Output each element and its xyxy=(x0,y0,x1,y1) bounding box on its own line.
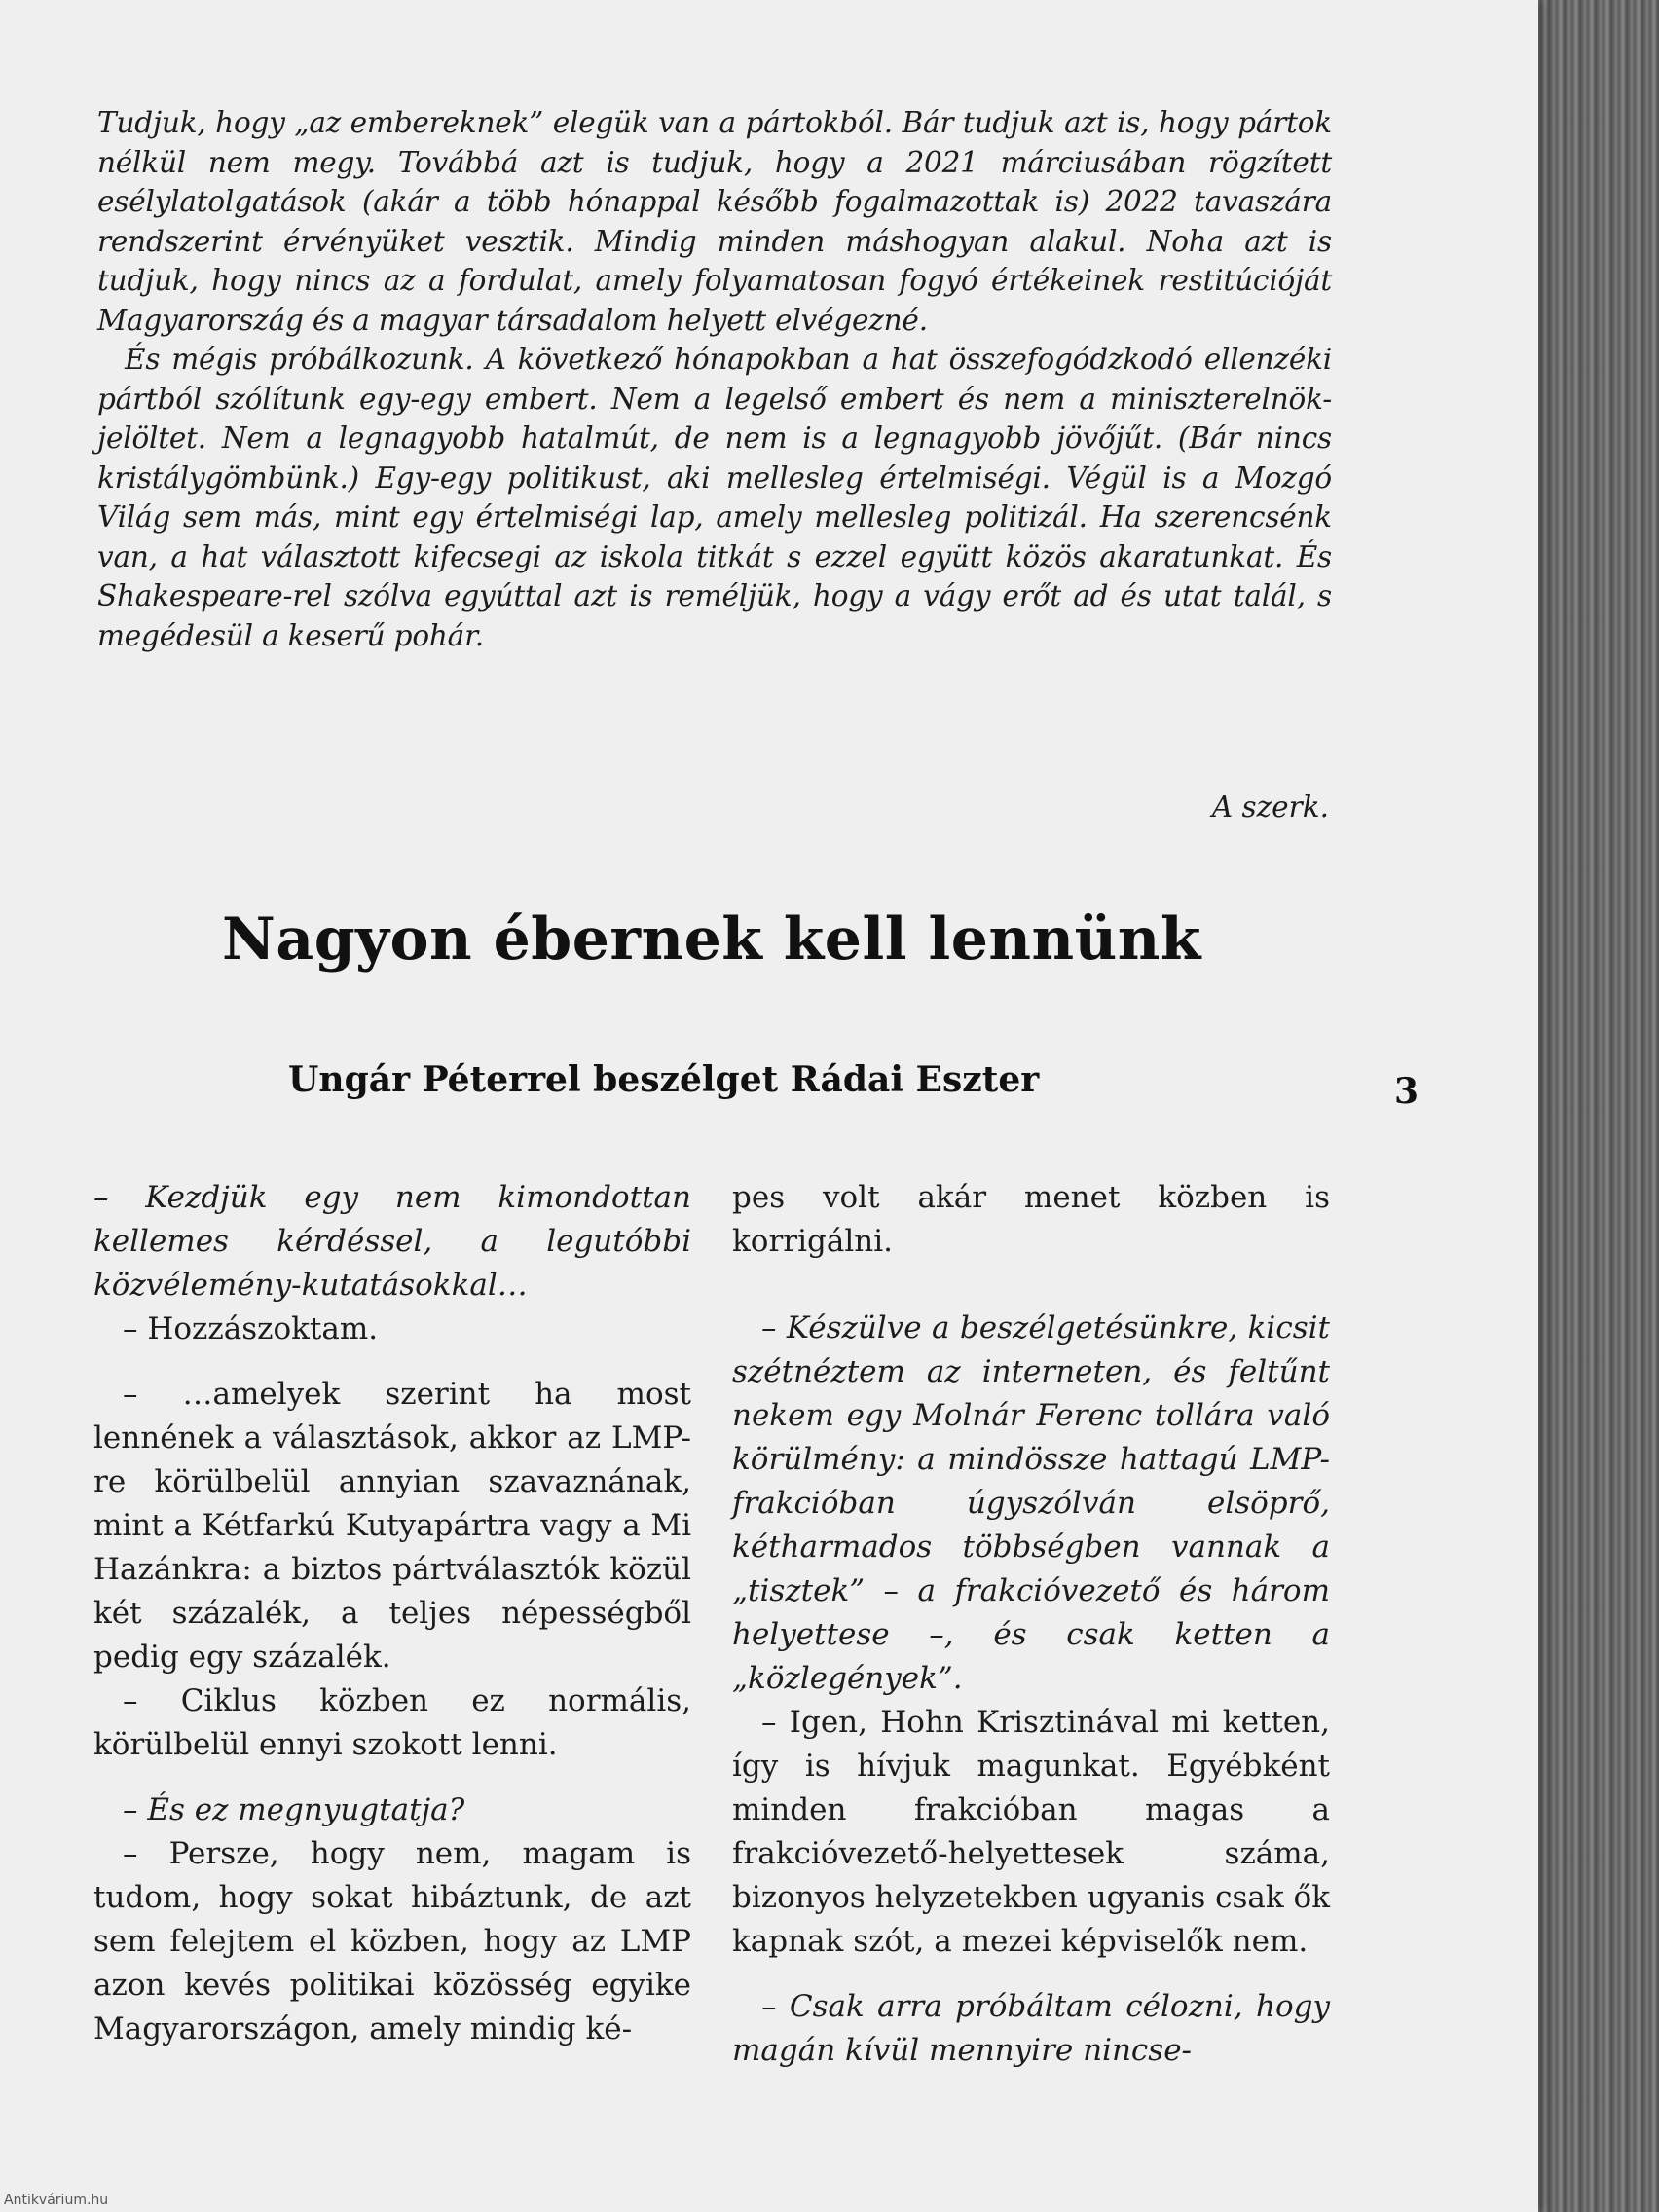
wooden-background xyxy=(1538,0,1659,2212)
intro-paragraph-1: Tudjuk, hogy „az embereknek” elegük van a pártokból. Bár tudjuk azt is, hogy pártok nélkül nem megy. Továbbá azt is tudjuk, hogy a 2021 márciusában rögzített esélylatolgatások (akár a több hónappal később fogalmazottak is) 2022 tavaszára rendszerint érvényüket vesztik. Mindig minden máshogyan alakul. Noha azt is tudjuk, hogy nincs az a fordulat, amely folyamatosan fogyó értékeinek restitúcióját Magyarország és a magyar társadalom helyett elvégezné. xyxy=(97,106,1332,337)
editorial-signature: A szerk. xyxy=(1211,791,1329,824)
answer-2: – Ciklus közben ez normális, körülbelül ennyi szokott lenni. xyxy=(93,1683,691,1762)
article-column-left xyxy=(93,1176,691,2051)
page-number: 3 xyxy=(1394,1071,1419,1112)
editorial-intro xyxy=(97,103,1332,655)
answer-3: – Persze, hogy nem, magam is tudom, hogy sokat hibáztunk, de azt sem felejtem el közben, hogy az LMP azon kevés politikai közösség egyike Magyarországon, amely mindig ké- xyxy=(93,1836,691,2046)
answer-4: – Igen, Hohn Krisztinával mi ketten, így is hívjuk magunkat. Egyébként minden frakcióban magas a frakcióvezető-helyettesek száma, bizonyos helyzetekben ugyanis csak ők kapnak szót, a mezei képviselők nem. xyxy=(732,1705,1330,1959)
intro-paragraph-2: És mégis próbálkozunk. A következő hónapokban a hat összefogódzkodó ellenzéki pártból szólítunk egy-egy embert. Nem a legelső embert és nem a miniszterelnök-jelöltet. Nem a legnagyobb hatalmút, de nem is a legnagyobb jövőjűt. (Bár nincs kristálygömbünk.) Egy-egy politikust, aki mellesleg értelmiségi. Végül is a Mozgó Világ sem más, mint egy értelmiségi lap, amely mellesleg politizál. Ha szerencsénk van, a hat választott kifecsegi az iskola titkát s ezzel együtt közös akaratunkat. És Shakespeare-rel szólva egyúttal azt is reméljük, hogy a vágy erőt ad és utat talál, s megédesül a keserű pohár. xyxy=(97,343,1332,652)
answer-3-continued: pes volt akár menet közben is korrigálni. xyxy=(732,1180,1330,1259)
watermark-text: Antikvárium.hu xyxy=(4,2193,109,2208)
question-4: – Készülve a beszélgetésünkre, kicsit szétnéztem az interneten, és feltűnt nekem egy Molnár Ferenc tollára való körülmény: a mindössze hattagú LMP-frakcióban úgyszólván elsöprő, kétharmados többségben vannak a „tisztek” – a frakcióvezető és három helyettese –, és csak ketten a „közlegények”. xyxy=(732,1310,1330,1696)
question-1: – Kezdjük egy nem kimondottan kellemes kérdéssel, a legutóbbi közvélemény-kutatásokkal… xyxy=(93,1180,691,1303)
article-title: Nagyon ébernek kell lennünk xyxy=(222,905,1201,974)
article-subtitle: Ungár Péterrel beszélget Rádai Eszter xyxy=(288,1059,1040,1100)
question-2: – …amelyek szerint ha most lennének a választások, akkor az LMP-re körülbelül annyian szavaznának, mint a Kétfarkú Kutyapártra vagy a Mi Hazánkra: a biztos pártválasztók közül két százalék, a teljes népességből pedig egy százalék. xyxy=(93,1377,691,1675)
question-3: – És ez megnyugtatja? xyxy=(123,1792,465,1827)
question-5: – Csak arra próbáltam célozni, hogy magán kívül mennyire nincse- xyxy=(732,1989,1330,2068)
article-column-right xyxy=(732,1176,1330,2073)
answer-1: – Hozzászoktam. xyxy=(123,1311,379,1346)
